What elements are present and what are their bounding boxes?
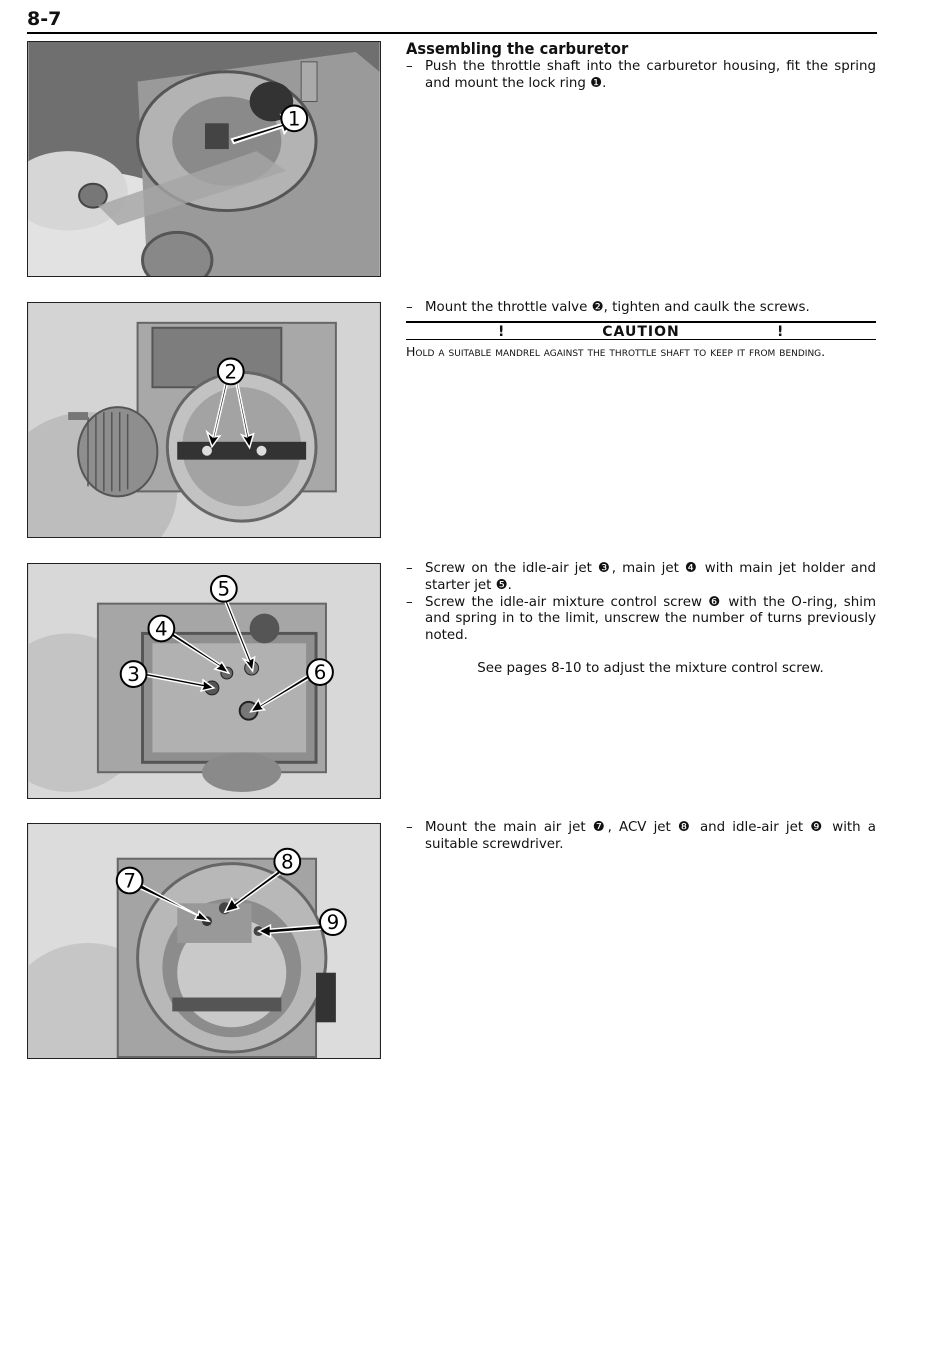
step-text: Screw on the idle-air jet ❸, main jet ❹ with main jet holder and starter jet ❺. (425, 561, 876, 593)
step-text: Mount the throttle valve ❷, tighten and caulk the screws. (425, 300, 810, 315)
step-dash: – (406, 820, 413, 835)
page-number: 8-7 (27, 8, 62, 30)
step-text: Screw the idle-air mixture control screw ❻ with the O-ring, shim and spring in to the limit, unscrew the number of turns previously noted. (425, 594, 876, 644)
section-title: Assembling the carburetor (406, 39, 629, 58)
caution-text: Hold a suitable mandrel against the throttle shaft to keep it from bending. (406, 343, 826, 359)
callout-3: 3 (127, 663, 140, 686)
header-rule (27, 32, 877, 34)
caution-header (406, 321, 876, 340)
step-dash: – (406, 300, 413, 315)
caution-box (406, 321, 876, 361)
step-item (406, 59, 876, 93)
step-dash: – (406, 561, 413, 576)
caution-exclaim-left: ! (498, 323, 505, 340)
caution-exclaim-right: ! (777, 323, 784, 340)
step-text: Push the throttle shaft into the carburetor housing, fit the spring and mount the lock ring ❶. (425, 59, 876, 91)
photo-jets-and-mixture-screw (27, 563, 381, 799)
step-dash: – (406, 59, 413, 74)
callout-6: 6 (313, 661, 327, 685)
step-item (406, 595, 876, 645)
text-block-1 (406, 39, 876, 93)
photo-carburetor-lock-ring (27, 41, 381, 277)
callout-1: 1 (287, 107, 301, 131)
step-text: Mount the main air jet ❼, ACV jet ❽ and idle-air jet ❾ with a suitable screwdriver. (425, 820, 876, 852)
page-reference-note: See pages 8-10 to adjust the mixture control screw. (477, 660, 824, 676)
text-block-3 (406, 561, 876, 678)
photo-throttle-valve (27, 302, 381, 538)
step-item (406, 300, 876, 317)
callout-9: 9 (326, 911, 340, 935)
photo-air-jets (27, 823, 381, 1059)
step-dash: – (406, 594, 413, 610)
callout-7: 7 (123, 869, 136, 893)
callout-4: 4 (155, 617, 168, 641)
text-block-4 (406, 820, 876, 854)
text-block-2 (406, 300, 876, 361)
step-item (406, 820, 876, 854)
callout-2: 2 (224, 360, 238, 384)
caution-label: CAUTION (602, 323, 680, 340)
step-item (406, 561, 876, 595)
callout-8: 8 (280, 850, 294, 874)
callout-5: 5 (217, 577, 231, 601)
